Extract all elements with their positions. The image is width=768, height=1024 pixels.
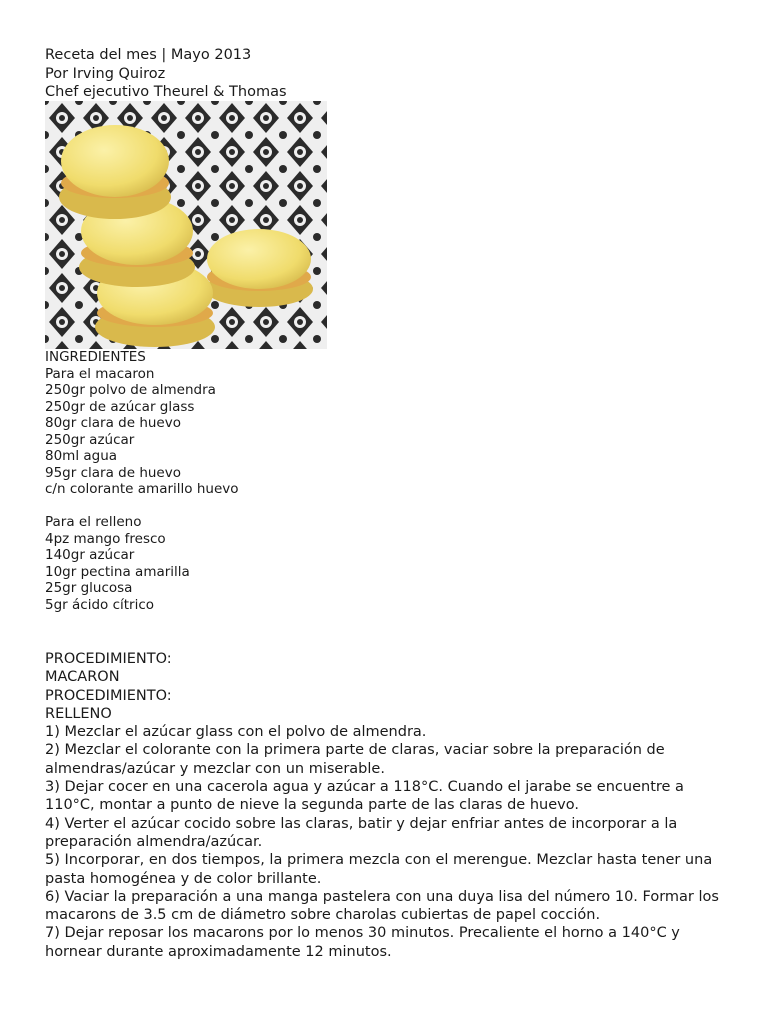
list-item: c/n colorante amarillo huevo [45, 481, 239, 497]
procedure-section [45, 650, 735, 961]
procedure-step: 5) Incorporar, en dos tiempos, la primera mezcla con el merengue. Mezclar hasta tener una pasta homogénea y de color brillante. [45, 852, 713, 887]
procedure-subheading: MACARON [45, 669, 120, 686]
procedure-step: 6) Vaciar la preparación a una manga pastelera con una duya lisa del número 10. Formar los macarons de 3.5 cm de diámetro sobre charolas cubiertas de papel cocción. [45, 888, 719, 924]
macarons-illustration [45, 101, 327, 349]
list-item: 250gr polvo de almendra [45, 382, 216, 398]
procedure-heading: PROCEDIMIENTO: [45, 687, 172, 704]
list-item: 25gr glucosa [45, 580, 133, 596]
procedure-step: 1) Mezclar el azúcar glass con el polvo de almendra. [45, 724, 427, 741]
list-item: 140gr azúcar [45, 547, 135, 563]
list-item: 10gr pectina amarilla [45, 563, 190, 580]
recipe-header [45, 46, 287, 102]
procedure-heading: PROCEDIMIENTO: [45, 651, 172, 667]
list-item: 4pz mango fresco [45, 530, 166, 547]
procedure-step: 2) Mezclar el colorante con la primera parte de claras, vaciar sobre la preparación de almendras/azúcar y mezclar con un miserable. [45, 742, 665, 777]
relleno-subheading: Para el relleno [45, 514, 142, 530]
procedure-step: 3) Dejar cocer en una cacerola agua y azúcar a 118°C. Cuando el jarabe se encuentre a 110°C, montar a punto de nieve la segunda parte de las claras de huevo. [45, 779, 684, 814]
macaron-right [205, 229, 313, 307]
header-role: Chef ejecutivo Theurel & Thomas [45, 84, 287, 100]
list-item: 80ml agua [45, 448, 118, 464]
header-title: Receta del mes | Mayo 2013 [45, 47, 252, 63]
macaron-subheading: Para el macaron [45, 365, 155, 382]
list-item: 5gr ácido cítrico [45, 596, 155, 613]
procedure-subheading: RELLENO [45, 705, 112, 722]
header-author: Por Irving Quiroz [45, 65, 166, 82]
macarons-photo [45, 101, 327, 349]
ingredients-section [45, 349, 239, 613]
spacer [45, 498, 239, 515]
list-item: 250gr de azúcar glass [45, 398, 195, 415]
procedure-step: 7) Dejar reposar los macarons por lo menos 30 minutos. Precaliente el horno a 140°C y hornear durante aproximadamente 12 minutos. [45, 925, 680, 960]
list-item: 80gr clara de huevo [45, 415, 181, 431]
macaron-top [59, 125, 171, 219]
ingredients-heading: INGREDIENTES [45, 349, 146, 365]
list-item: 250gr azúcar [45, 431, 135, 448]
list-item: 95gr clara de huevo [45, 464, 181, 481]
procedure-step: 4) Verter el azúcar cocido sobre las claras, batir y dejar enfriar antes de incorporar a la preparación almendra/azúcar. [45, 815, 678, 850]
